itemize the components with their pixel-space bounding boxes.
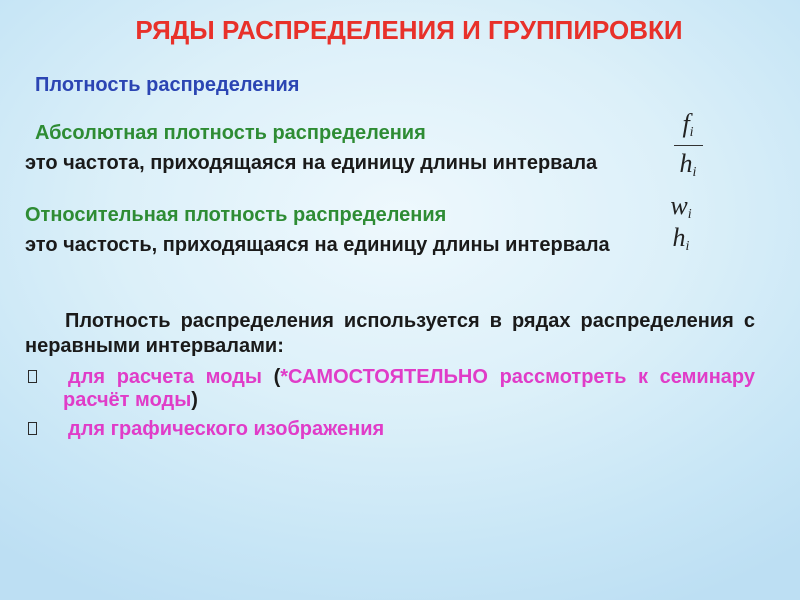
slide-title: РЯДЫ РАСПРЕДЕЛЕНИЯ И ГРУППИРОВКИ <box>135 15 683 45</box>
fraction-bar <box>674 145 703 146</box>
list-item <box>63 366 755 412</box>
relative-density-formula <box>661 190 701 254</box>
formula-numerator-subscript: i <box>687 207 692 222</box>
formula-denominator <box>661 222 701 254</box>
formula-numerator <box>668 108 708 140</box>
formula-numerator <box>661 190 701 222</box>
bullet-box-icon <box>28 422 37 435</box>
bullet-note-text: *САМОСТОЯТЕЛЬНО рассмотреть к семинару расчёт моды <box>63 366 755 411</box>
paren-close: ) <box>191 389 198 411</box>
formula-denominator-subscript: i <box>692 165 697 180</box>
bullet-lead-text: для расчета моды <box>68 366 262 388</box>
paren-open: ( <box>273 366 281 388</box>
absolute-density-heading: Абсолютная плотность распределения <box>35 122 426 144</box>
relative-density-definition: это частость, приходящаяся на единицу длины интервала <box>25 234 610 256</box>
formula-denominator-symbol: h <box>672 223 686 252</box>
section-heading: Плотность распределения <box>35 74 300 96</box>
absolute-density-formula <box>668 108 708 180</box>
formula-denominator-symbol: h <box>679 149 693 178</box>
formula-denominator <box>668 148 708 180</box>
bullet-box-icon <box>28 370 37 383</box>
formula-denominator-subscript: i <box>685 239 690 254</box>
relative-density-heading: Относительная плотность распределения <box>25 204 447 226</box>
usage-paragraph: Плотность распределения используется в рядах распределения с неравными интервалами: <box>25 310 755 357</box>
list-item <box>63 418 755 441</box>
formula-numerator-subscript: i <box>689 125 694 140</box>
formula-numerator-symbol: f <box>682 109 690 138</box>
formula-numerator-symbol: w <box>670 191 688 220</box>
absolute-density-definition: это частота, приходящаяся на единицу длины интервала <box>25 152 598 174</box>
bullet-lead-text: для графического изображения <box>68 418 385 440</box>
